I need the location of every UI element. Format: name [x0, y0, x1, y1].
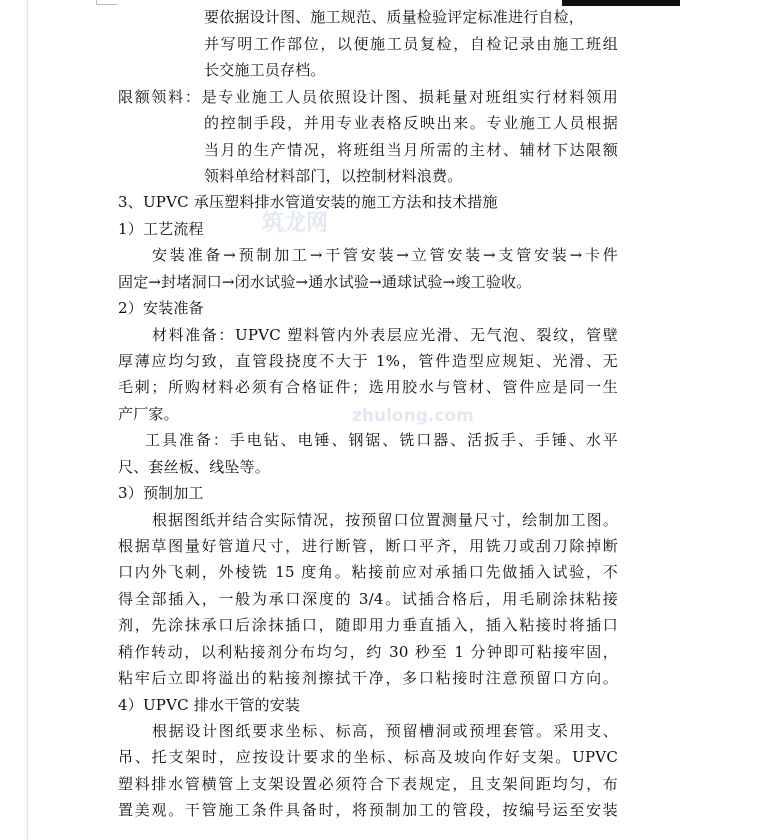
page-corner-mark — [96, 0, 117, 5]
text-line: 领料单给材料部门，以控制材料浪费。 — [204, 167, 463, 185]
text-line: 吊、托支架时，应按设计要求的坐标、标高及坡向作好支架。UPVC — [118, 748, 618, 766]
section-heading: 3、UPVC 承压塑料排水管道安装的施工方法和技术措施 — [118, 193, 498, 211]
text-line: 尺、套丝板、线坠等。 — [118, 458, 271, 476]
text-line: 粘牢后立即将溢出的粘接剂擦拭干净，多口粘接时注意预留口方向。 — [118, 669, 618, 687]
text-line: 得全部插入，一般为承口深度的 3/4。试插合格后，用毛刷涂抹粘接 — [118, 590, 618, 608]
text-line: 置美观。干管施工条件具备时，将预制加工的管段，按编号运至安装 — [118, 801, 618, 819]
text-line: 的控制手段，并用专业表格反映出来。专业施工人员根据 — [204, 114, 618, 132]
watermark-logo: 筑龙网 — [262, 211, 329, 236]
text-line: 根据设计图纸要求坐标、标高，预留槽洞或预埋套管。采用支、 — [152, 722, 618, 740]
text-line: 要依据设计图、施工规范、质量检验评定标准进行自检， — [204, 8, 585, 26]
text-line: 根据图纸并结合实际情况，按预留口位置测量尺寸，绘制加工图。 — [152, 511, 618, 529]
text-line: 剂，先涂抹承口后涂抹插口，随即用力垂直插入，插入粘接时将插口 — [118, 616, 618, 634]
text-line: 当月的生产情况，将班组当月所需的主材、辅材下达限额 — [204, 141, 618, 159]
text-line: 毛刺；所购材料必须有合格证件；选用胶水与管材、管件应是同一生 — [118, 378, 618, 396]
subsection-heading: 4）UPVC 排水干管的安装 — [118, 696, 301, 714]
subsection-heading: 1）工艺流程 — [118, 220, 204, 238]
watermark-url: zhulong.com — [352, 406, 474, 426]
text-line: 材料准备：UPVC 塑料管内外表层应光滑、无气泡、裂纹，管壁 — [152, 326, 618, 344]
text-line: 根据草图量好管道尺寸，进行断管，断口平齐，用铣刀或刮刀除掉断 — [118, 537, 618, 555]
text-line: 塑料排水管横管上支架设置必须符合下表规定，且支架间距均匀，布 — [118, 775, 618, 793]
text-line: 限额领料：是专业施工人员依照设计图、损耗量对班组实行材料领用 — [118, 88, 618, 106]
text-line: 工具准备：手电钻、电锤、钢锯、铣口器、活扳手、手锤、水平 — [145, 431, 618, 449]
text-line: 长交施工员存档。 — [204, 61, 326, 79]
text-line: 固定→封堵洞口→闭水试验→通水试验→通球试验→竣工验收。 — [118, 273, 532, 291]
text-line: 产厂家。 — [118, 405, 179, 423]
text-line: 稍作转动，以利粘接剂分布均匀，约 30 秒至 1 分钟即可粘接牢固， — [118, 643, 618, 661]
text-line: 并写明工作部位，以便施工员复检，自检记录由施工班组 — [204, 35, 618, 53]
text-line: 口内外飞刺，外棱铣 15 度角。粘接前应对承插口先做插入试验，不 — [118, 563, 618, 581]
page-edge — [27, 0, 28, 840]
subsection-heading: 2）安装准备 — [118, 299, 204, 317]
text-line: 安装准备→预制加工→干管安装→立管安装→支管安装→卡件 — [152, 246, 618, 264]
subsection-heading: 3）预制加工 — [118, 484, 204, 502]
text-line: 厚薄应均匀致，直管段挠度不大于 1%，管件造型应规矩、光滑、无 — [118, 352, 618, 370]
